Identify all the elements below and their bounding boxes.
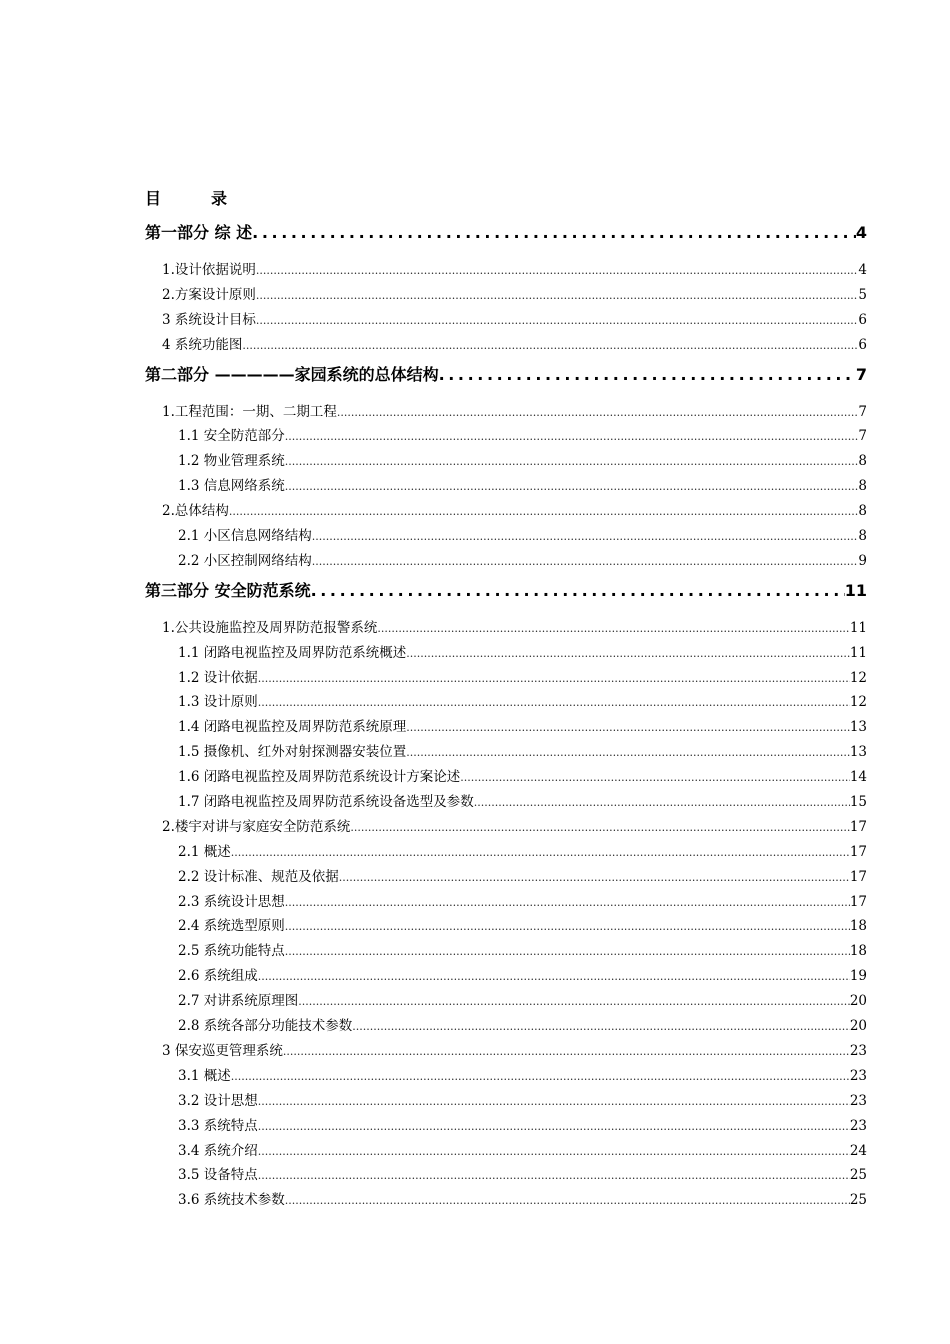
toc-page-number: 18 bbox=[849, 918, 867, 935]
toc-entry-label: 3 保安巡更管理系统 bbox=[162, 1042, 283, 1059]
toc-entry-label: 1.2 物业管理系统 bbox=[178, 453, 285, 470]
dot-leader bbox=[285, 920, 850, 933]
toc-page-number: 23 bbox=[849, 1117, 867, 1134]
toc-entry-label: 1.5 摄像机、红外对射探测器安装位置 bbox=[178, 744, 407, 761]
dot-leader bbox=[377, 622, 849, 635]
toc-page-number: 4 bbox=[858, 262, 867, 278]
toc-entry-label: 2.2 设计标准、规范及依据 bbox=[178, 868, 339, 885]
toc-entry-label: 2.楼宇对讲与家庭安全防范系统 bbox=[162, 818, 351, 835]
toc-page-number: 11 bbox=[849, 619, 867, 636]
toc-part-entry[interactable] bbox=[145, 220, 867, 250]
toc-entry-label: 1.设计依据说明 bbox=[162, 262, 256, 278]
toc-title-char-2: 录 bbox=[211, 189, 230, 208]
toc-subsection-entry[interactable] bbox=[145, 1089, 867, 1114]
toc-subsection-entry[interactable] bbox=[145, 740, 867, 765]
dot-leader bbox=[231, 846, 850, 859]
toc-subsection-entry[interactable] bbox=[145, 964, 867, 989]
toc-subsection-entry[interactable] bbox=[145, 1139, 867, 1164]
toc-entry-label: 2.总体结构 bbox=[162, 503, 229, 520]
dot-leader bbox=[258, 970, 850, 983]
toc-title-char-1: 目 bbox=[145, 189, 164, 208]
toc-section-entry[interactable] bbox=[145, 1039, 867, 1064]
toc-page-number: 13 bbox=[849, 744, 867, 761]
dot-leader bbox=[258, 696, 850, 709]
toc-subsection-entry[interactable] bbox=[145, 1064, 867, 1089]
dot-leader bbox=[256, 264, 859, 277]
toc-entry-label: 第二部分 —————家园系统的总体结构 bbox=[145, 364, 439, 384]
toc-subsection-entry[interactable] bbox=[145, 865, 867, 890]
dot-leader bbox=[312, 555, 859, 568]
toc-subsection-entry[interactable] bbox=[145, 1163, 867, 1188]
toc-page-number: 8 bbox=[858, 453, 867, 470]
dot-leader bbox=[285, 455, 859, 468]
dot-leader bbox=[258, 1145, 850, 1158]
toc-subsection-entry[interactable] bbox=[145, 424, 867, 449]
toc-page-number: 12 bbox=[849, 694, 867, 711]
toc-subsection-entry[interactable] bbox=[145, 1114, 867, 1139]
toc-page-number: 5 bbox=[858, 286, 867, 303]
toc-section-entry[interactable] bbox=[145, 258, 867, 283]
toc-subsection-entry[interactable] bbox=[145, 1188, 867, 1213]
toc-entry-label: 1.工程范围：一期、二期工程 bbox=[162, 403, 337, 420]
toc-page-number: 25 bbox=[849, 1167, 867, 1184]
toc-subsection-entry[interactable] bbox=[145, 989, 867, 1014]
toc-section-entry[interactable] bbox=[145, 283, 867, 308]
toc-page-number: 25 bbox=[849, 1192, 867, 1209]
toc-subsection-entry[interactable] bbox=[145, 939, 867, 964]
toc-part-entry[interactable] bbox=[145, 578, 867, 608]
toc-subsection-entry[interactable] bbox=[145, 690, 867, 715]
dot-leader bbox=[285, 430, 859, 443]
toc-page-number: 6 bbox=[858, 336, 867, 353]
toc-entry-label: 2.5 系统功能特点 bbox=[178, 943, 285, 960]
toc-page-number: 4 bbox=[855, 223, 867, 242]
toc-entry-label: 2.4 系统选型原则 bbox=[178, 918, 285, 935]
toc-page-number: 8 bbox=[858, 478, 867, 495]
toc-entry-label: 3.3 系统特点 bbox=[178, 1117, 258, 1134]
dot-leader bbox=[474, 796, 850, 809]
toc-page-number: 14 bbox=[849, 769, 867, 786]
toc-subsection-entry[interactable] bbox=[145, 914, 867, 939]
toc-section-entry[interactable] bbox=[145, 400, 867, 425]
toc-page-number: 19 bbox=[849, 968, 867, 985]
toc-entry-label: 1.3 信息网络系统 bbox=[178, 478, 285, 495]
dot-leader bbox=[258, 1095, 850, 1108]
dot-leader bbox=[256, 289, 859, 302]
dot-leader bbox=[339, 871, 850, 884]
toc-entry-label: 2.2 小区控制网络结构 bbox=[178, 552, 312, 569]
dot-leader bbox=[406, 721, 850, 734]
toc-entry-label: 3.4 系统介绍 bbox=[178, 1142, 258, 1159]
toc-page-number: 23 bbox=[849, 1092, 867, 1109]
dot-leader bbox=[258, 1120, 850, 1133]
toc-page-number: 7 bbox=[855, 364, 867, 384]
toc-section-entry[interactable] bbox=[145, 815, 867, 840]
toc-entry-label: 2.3 系统设计思想 bbox=[178, 893, 285, 910]
dot-leader bbox=[439, 365, 856, 384]
toc-entry-label: 3 系统设计目标 bbox=[162, 311, 256, 328]
toc-section-entry[interactable] bbox=[145, 333, 867, 358]
toc-section-entry[interactable] bbox=[145, 499, 867, 524]
dot-leader bbox=[285, 1194, 850, 1207]
dot-leader bbox=[252, 223, 856, 242]
toc-entry-label: 1.6 闭路电视监控及周界防范系统设计方案论述 bbox=[178, 769, 461, 786]
toc-page-number: 7 bbox=[858, 428, 867, 445]
dot-leader bbox=[312, 530, 859, 543]
dot-leader bbox=[406, 647, 850, 660]
toc-page-number: 8 bbox=[858, 528, 867, 545]
toc-entry-label: 1.1 闭路电视监控及周界防范系统概述 bbox=[178, 644, 407, 661]
dot-leader bbox=[256, 314, 859, 327]
dot-leader bbox=[285, 945, 850, 958]
toc-page-number: 12 bbox=[849, 669, 867, 686]
toc-page-number: 11 bbox=[849, 644, 867, 661]
dot-leader bbox=[298, 995, 850, 1008]
toc-page-number: 17 bbox=[849, 893, 867, 910]
toc-page-number: 18 bbox=[849, 943, 867, 960]
dot-leader bbox=[229, 505, 859, 518]
dot-leader bbox=[337, 406, 859, 419]
toc-entry-label: 1.公共设施监控及周界防范报警系统 bbox=[162, 619, 378, 636]
toc-entry-label: 第一部分 综 述 bbox=[145, 223, 253, 242]
toc-entry-label: 1.2 设计依据 bbox=[178, 669, 258, 686]
toc-page-number: 9 bbox=[858, 552, 867, 569]
toc-entry-label: 2.6 系统组成 bbox=[178, 968, 258, 985]
toc-page-number: 13 bbox=[849, 719, 867, 736]
toc-page-number: 23 bbox=[849, 1067, 867, 1084]
dot-leader bbox=[311, 581, 845, 600]
toc-entry-label: 2.1 概述 bbox=[178, 843, 231, 860]
dot-leader bbox=[285, 896, 850, 909]
toc-page-number: 20 bbox=[849, 993, 867, 1010]
toc-subsection-entry[interactable] bbox=[145, 840, 867, 865]
toc-entry-label: 4 系统功能图 bbox=[162, 336, 243, 353]
dot-leader bbox=[350, 821, 849, 834]
toc-entry-label: 第三部分 安全防范系统 bbox=[145, 580, 311, 600]
dot-leader bbox=[242, 339, 858, 352]
dot-leader bbox=[285, 480, 859, 493]
toc-subsection-entry[interactable] bbox=[145, 474, 867, 499]
toc-part-entry[interactable] bbox=[145, 362, 867, 392]
toc-section-entry[interactable] bbox=[145, 308, 867, 333]
toc-page-number: 23 bbox=[849, 1042, 867, 1059]
toc-page-number: 7 bbox=[858, 403, 867, 420]
toc-page-number: 15 bbox=[849, 794, 867, 811]
toc-subsection-entry[interactable] bbox=[145, 890, 867, 915]
toc-subsection-entry[interactable] bbox=[145, 765, 867, 790]
toc-subsection-entry[interactable] bbox=[145, 790, 867, 815]
toc-page-number: 24 bbox=[849, 1142, 867, 1159]
toc-page-number: 20 bbox=[849, 1018, 867, 1035]
dot-leader bbox=[231, 1070, 850, 1083]
toc-page-number: 6 bbox=[858, 311, 867, 328]
toc-entry-label: 1.1 安全防范部分 bbox=[178, 428, 285, 445]
dot-leader bbox=[460, 771, 850, 784]
dot-leader bbox=[406, 746, 850, 759]
dot-leader bbox=[283, 1045, 850, 1058]
toc-entry-label: 2.方案设计原则 bbox=[162, 286, 256, 303]
toc-subsection-entry[interactable] bbox=[145, 641, 867, 666]
toc-subsection-entry[interactable] bbox=[145, 449, 867, 474]
toc-page-number: 17 bbox=[849, 818, 867, 835]
toc-page-number: 17 bbox=[849, 843, 867, 860]
toc-subsection-entry[interactable] bbox=[145, 1014, 867, 1039]
dot-leader bbox=[352, 1020, 850, 1033]
toc-entry-label: 2.8 系统各部分功能技术参数 bbox=[178, 1018, 353, 1035]
toc-page-number: 8 bbox=[858, 503, 867, 520]
table-of-contents bbox=[145, 220, 867, 1213]
toc-entry-label: 1.7 闭路电视监控及周界防范系统设备选型及参数 bbox=[178, 794, 474, 811]
toc-entry-label: 1.4 闭路电视监控及周界防范系统原理 bbox=[178, 719, 407, 736]
toc-page-number: 11 bbox=[844, 580, 867, 600]
toc-subsection-entry[interactable] bbox=[145, 666, 867, 691]
toc-section-entry[interactable] bbox=[145, 616, 867, 641]
toc-page-number: 17 bbox=[849, 868, 867, 885]
toc-entry-label: 3.1 概述 bbox=[178, 1067, 231, 1084]
toc-entry-label: 3.6 系统技术参数 bbox=[178, 1192, 285, 1209]
toc-subsection-entry[interactable] bbox=[145, 524, 867, 549]
toc-title bbox=[145, 186, 229, 209]
toc-entry-label: 2.7 对讲系统原理图 bbox=[178, 993, 299, 1010]
toc-subsection-entry[interactable] bbox=[145, 715, 867, 740]
toc-entry-label: 3.5 设备特点 bbox=[178, 1167, 258, 1184]
dot-leader bbox=[258, 672, 850, 685]
toc-entry-label: 1.3 设计原则 bbox=[178, 694, 258, 711]
dot-leader bbox=[258, 1169, 850, 1182]
toc-entry-label: 3.2 设计思想 bbox=[178, 1092, 258, 1109]
toc-subsection-entry[interactable] bbox=[145, 549, 867, 574]
toc-entry-label: 2.1 小区信息网络结构 bbox=[178, 528, 312, 545]
